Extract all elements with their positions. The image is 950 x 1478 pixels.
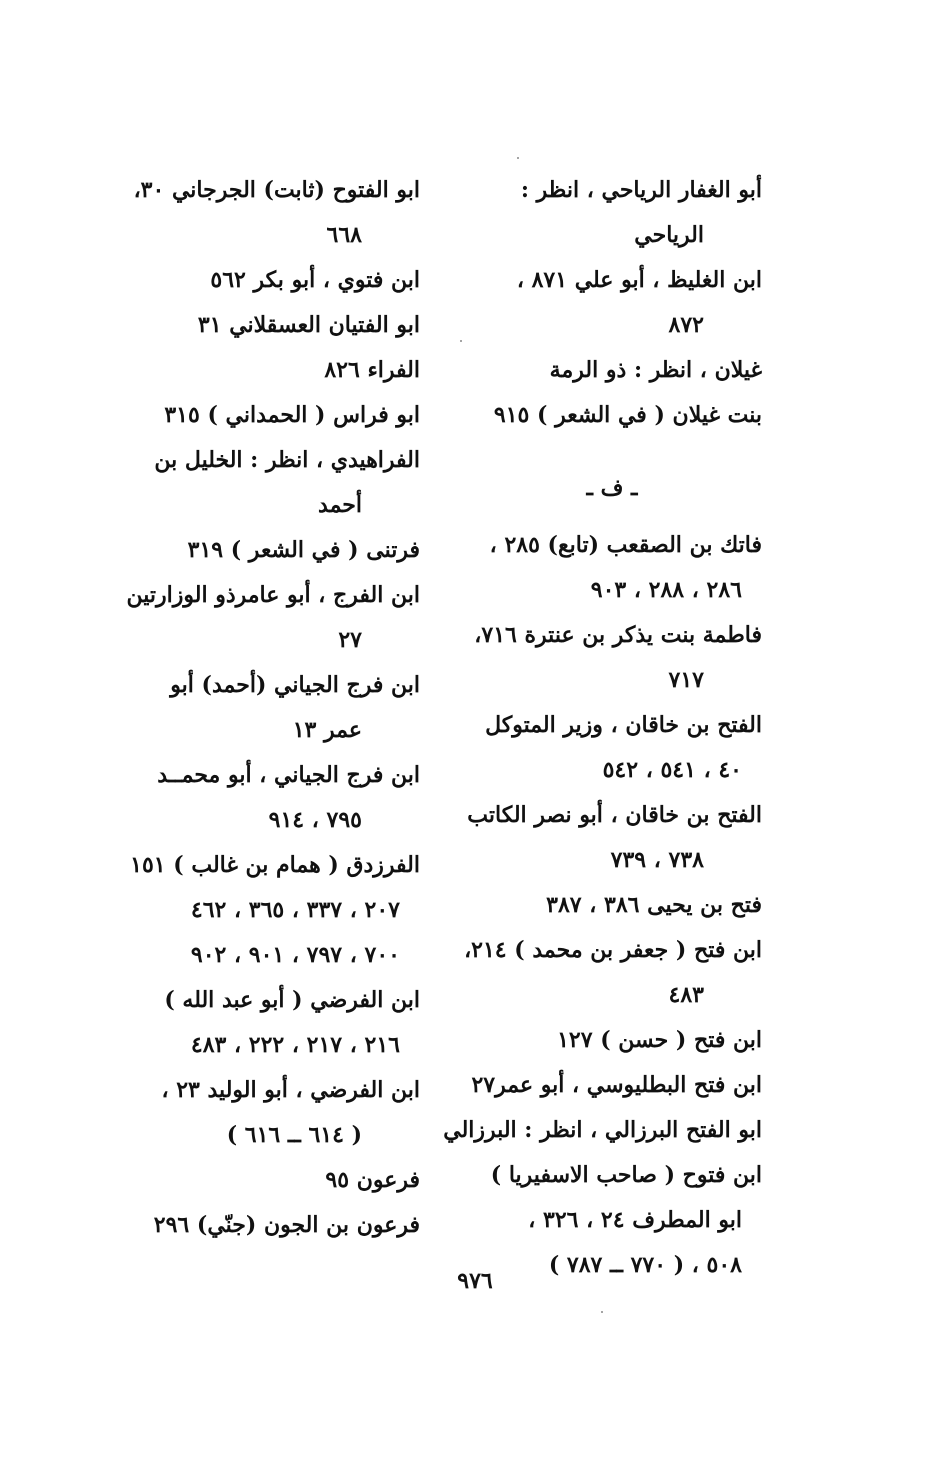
spacer (462, 511, 762, 523)
index-entry: ابن الغليظ ، أبو علي ٨٧١ ، (516, 267, 762, 293)
index-entry-continuation: ٤٠ ، ٥٤١ ، ٥٤٢ (602, 757, 742, 783)
index-entry-continuation: عمر ١٣ (292, 717, 362, 743)
index-entry: فرعون بن الجون (جنّي) ٢٩٦ (153, 1212, 420, 1238)
index-entry: الفتح بن خاقان ، وزير المتوكل (485, 712, 762, 738)
index-entry: ابو الفتوح (ثابت) الجرجاني ٣٠، (133, 177, 420, 203)
index-entry-continuation: ٥٠٨ ، ( ٧٧٠ ــ ٧٨٧ ) (548, 1252, 742, 1278)
index-entry: ابو فراس ( الحمداني ) ٣١٥ (164, 402, 420, 428)
index-entry-continuation: ابو المطرف ٢٤ ، ٣٢٦ ، (528, 1207, 742, 1233)
index-entry: ابن فرج الجياني (أحمد) أبو (170, 672, 420, 698)
index-entry: فاتك بن الصقعب (تابع) ٢٨٥ ، (489, 532, 762, 558)
index-entry-continuation: ٧٠٠ ، ٧٩٧ ، ٩٠١ ، ٩٠٢ (190, 942, 400, 968)
index-entry-continuation: ٨٧٢ (668, 312, 704, 338)
index-entry: ابن فتح ( حسن ) ١٢٧ (557, 1027, 762, 1053)
index-entry: ابن فتوح ( صاحب الاسفيريا ) (490, 1162, 762, 1188)
index-column-left (100, 168, 420, 1248)
index-column-right (443, 168, 762, 1288)
index-entry: الفراء ٨٢٦ (324, 357, 420, 383)
index-entry: الفتح بن خاقان ، أبو نصر الكاتب (467, 802, 762, 828)
index-entry-continuation: ٦٦٨ (326, 222, 362, 248)
index-entry-continuation: أحمد (318, 492, 362, 518)
index-entry: ابن الفرج ، أبو عامرذو الوزارتين (126, 582, 420, 608)
index-entry: بنت غيلان ( في الشعر ) ٩١٥ (493, 402, 762, 428)
index-entry: ابو الفتح البرزالي ، انظر : البرزالي (443, 1117, 762, 1143)
index-entry: غيلان ، انظر : ذو الرمة (549, 357, 762, 383)
spacer (462, 438, 762, 466)
index-entry: فرعون ٩٥ (325, 1167, 420, 1193)
index-entry: فرتنى ( في الشعر ) ٣١٩ (187, 537, 420, 563)
index-entry-continuation: ٢٠٧ ، ٣٣٧ ، ٣٦٥ ، ٤٦٢ (190, 897, 400, 923)
scan-speck (460, 340, 462, 342)
index-entry-continuation: ٢٨٦ ، ٢٨٨ ، ٩٠٣ (590, 577, 742, 603)
section-letter-heading: ـ ف ـ (586, 475, 638, 501)
index-entry: ابن فرج الجياني ، أبو محمــد (157, 762, 420, 788)
index-entry-continuation: ٢١٦ ، ٢١٧ ، ٢٢٢ ، ٤٨٣ (190, 1032, 400, 1058)
index-entry: ابو الفتيان العسقلاني ٣١ (197, 312, 420, 338)
index-entry: فاطمة بنت يذكر بن عنترة ٧١٦، (474, 622, 762, 648)
scan-speck (517, 157, 519, 159)
index-entry-continuation: ( ٦١٤ ــ ٦١٦ ) (226, 1122, 362, 1148)
index-entry: الفرزدق ( همام بن غالب ) ١٥١ (130, 852, 420, 878)
index-entry-continuation: ٧١٧ (668, 667, 704, 693)
index-entry: ابن فتوي ، أبو بكر ٥٦٢ (210, 267, 420, 293)
page-number: ٩٧٦ (457, 1268, 493, 1294)
index-entry: فتح بن يحيى ٣٨٦ ، ٣٨٧ (546, 892, 762, 918)
index-entry-continuation: ٧٣٨ ، ٧٣٩ (610, 847, 704, 873)
scan-speck (601, 1311, 603, 1313)
index-entry: ابن فتح البطليوسي ، أبو عمر٢٧ (471, 1072, 762, 1098)
index-entry: ابن فتح ( جعفر بن محمد ) ٢١٤، (464, 937, 762, 963)
index-entry-continuation: الرياحي (634, 222, 704, 248)
index-entry: أبو الغفار الرياحي ، انظر : (520, 177, 762, 203)
index-entry-continuation: ٢٧ (338, 627, 362, 653)
index-entry: ابن الفرضي ، أبو الوليد ٢٣ ، (161, 1077, 420, 1103)
index-entry: الفراهيدي ، انظر : الخليل بن (154, 447, 420, 473)
index-entry-continuation: ٧٩٥ ، ٩١٤ (268, 807, 362, 833)
index-entry: ابن الفرضي ( أبو عبد الله ) (164, 987, 420, 1013)
index-entry-continuation: ٤٨٣ (668, 982, 704, 1008)
